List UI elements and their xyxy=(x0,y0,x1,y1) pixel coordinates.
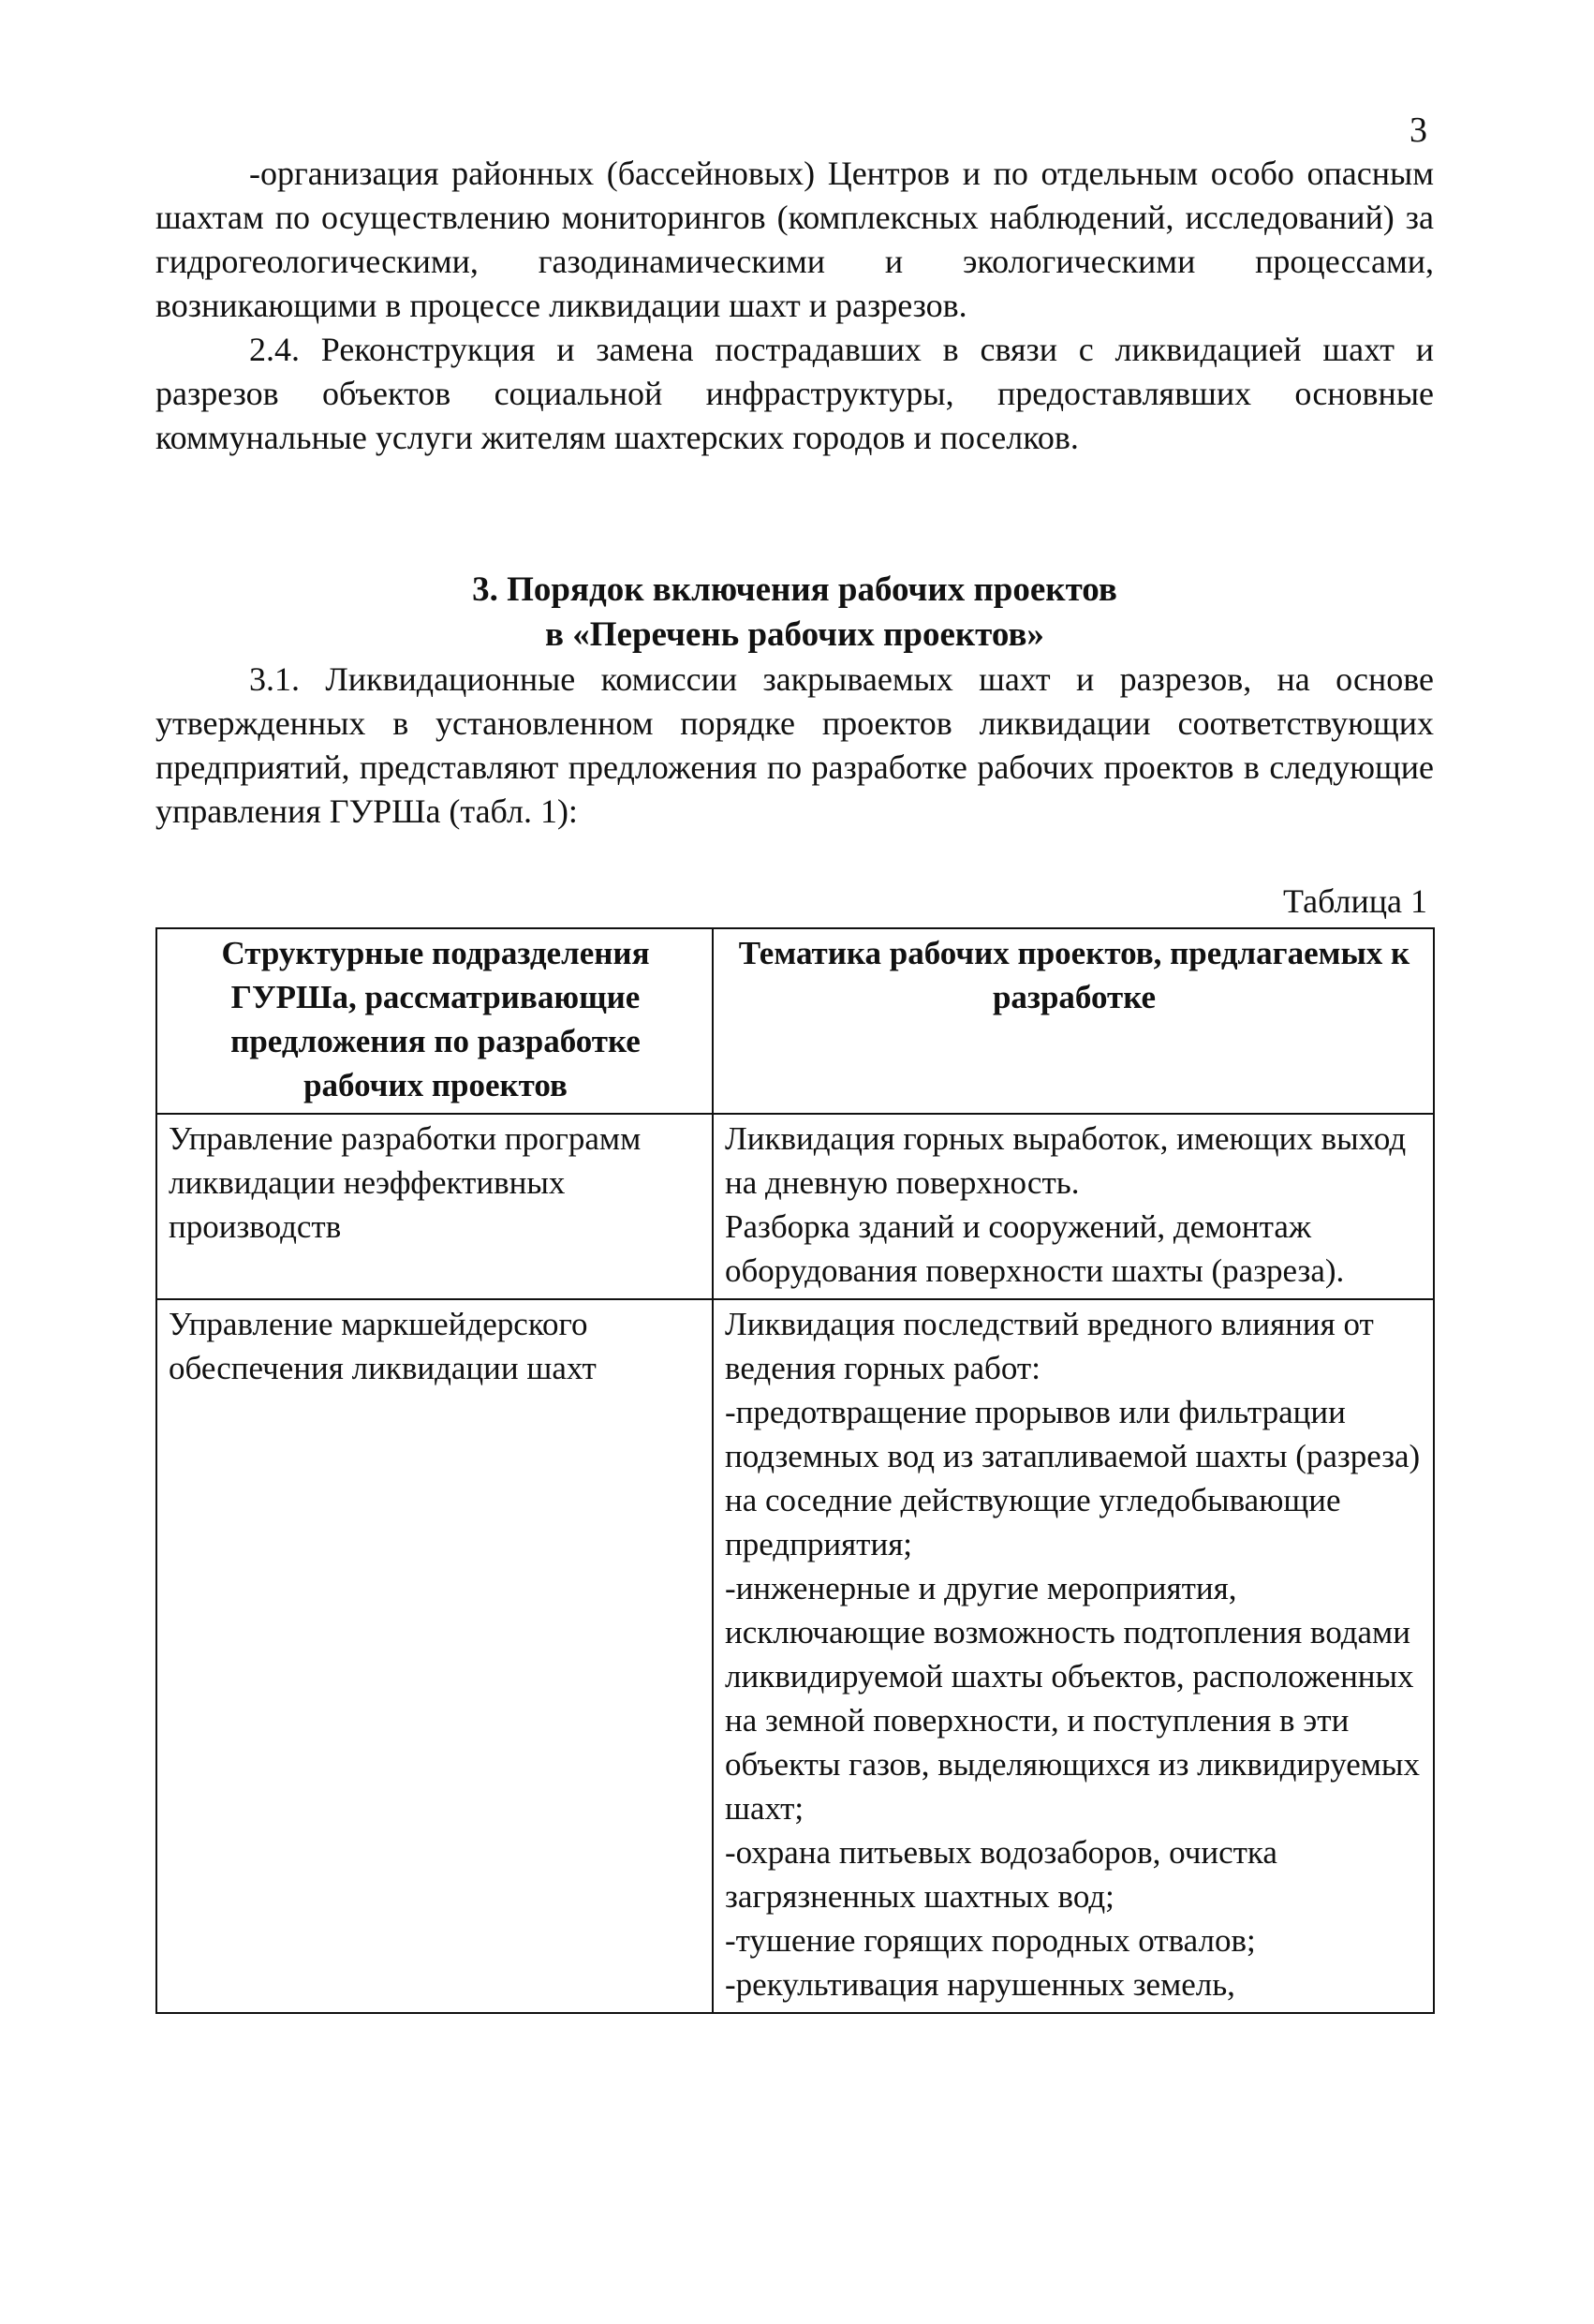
section-title-line-1: 3. Порядок включения рабочих проектов xyxy=(472,570,1117,609)
topic-line: -охрана питьевых водозаборов, очистка загрязненных шахтных вод; xyxy=(725,1834,1277,1915)
topic-line: -тушение горящих породных отвалов; xyxy=(725,1922,1256,1959)
table-cell-department: Управление разработки программ ликвидации неэффективных производств xyxy=(156,1114,713,1299)
projects-table xyxy=(155,927,1435,2014)
table-header-left: Структурные подразделения ГУРШа, рассматривающие предложения по разработке рабочих проектов xyxy=(156,928,713,1114)
table-cell-topics xyxy=(713,1114,1434,1299)
table-row xyxy=(156,1299,1434,2013)
table-header-row xyxy=(156,928,1434,1114)
table-caption: Таблица 1 xyxy=(1283,882,1427,920)
table-row xyxy=(156,1114,1434,1299)
body-text-top xyxy=(155,152,1434,460)
page-number: 3 xyxy=(1410,111,1427,150)
paragraph-2-4: 2.4. Реконструкция и замена пострадавших в связи с ликвидацией шахт и разрезов объектов социальной инфраструктуры, предоставлявших основные коммунальные услуги жителям шахтерских городов и поселков. xyxy=(155,331,1434,456)
topic-line: -инженерные и другие мероприятия, исключающие возможность подтопления водами ликвидируемой шахты объектов, расположенных на земной поверхности, и поступления в эти объекты газов, выделяющихся из ликвидируемых шахт; xyxy=(725,1570,1420,1827)
section-3-heading xyxy=(155,568,1434,658)
topic-line: Разборка зданий и сооружений, демонтаж оборудования поверхности шахты (разреза). xyxy=(725,1208,1345,1289)
table-header-right: Тематика рабочих проектов, предлагаемых к разработке xyxy=(713,928,1434,1114)
body-text-section-3 xyxy=(155,658,1434,834)
topic-line: -предотвращение прорывов или фильтрации подземных вод из затапливаемой шахты (разреза) на соседние действующие угледобывающие предприятия; xyxy=(725,1394,1421,1562)
table-cell-department: Управление маркшейдерского обеспечения ликвидации шахт xyxy=(156,1299,713,2013)
table-cell-topics xyxy=(713,1299,1434,2013)
topic-line: Ликвидация горных выработок, имеющих выход на дневную поверхность. xyxy=(725,1120,1407,1201)
paragraph-monitoring-centers: -организация районных (бассейновых) Центров и по отдельным особо опасным шахтам по осуществлению мониторингов (комплексных наблюдений, исследований) за гидрогеологическими, газодинамическими и экологическими процессами, возникающими в процессе ликвидации шахт и разрезов. xyxy=(155,155,1434,324)
paragraph-3-1: 3.1. Ликвидационные комиссии закрываемых шахт и разрезов, на основе утвержденных в установленном порядке проектов ликвидации соответствующих предприятий, представляют предложения по разработке рабочих проектов в следующие управления ГУРШа (табл. 1): xyxy=(155,660,1434,830)
topic-line: -рекультивация нарушенных земель, xyxy=(725,1966,1235,2003)
section-title-line-2: в «Перечень рабочих проектов» xyxy=(545,615,1044,654)
topic-line: Ликвидация последствий вредного влияния от ведения горных работ: xyxy=(725,1306,1374,1386)
